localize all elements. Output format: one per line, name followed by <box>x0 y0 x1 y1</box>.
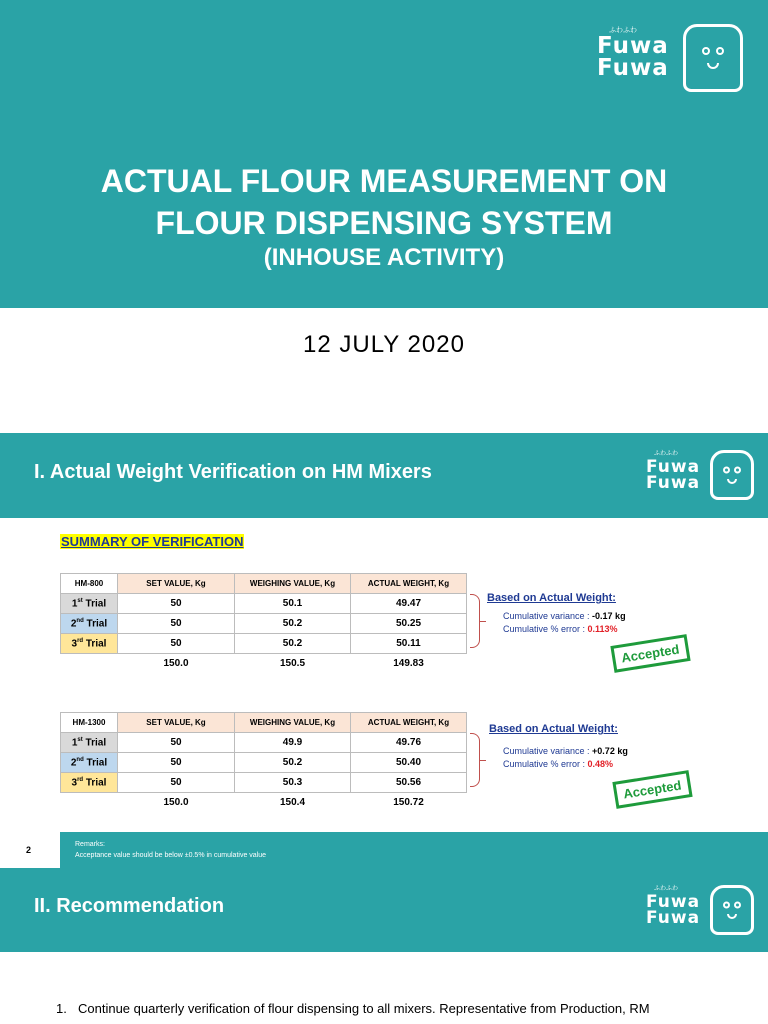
model-label: HM-800 <box>61 574 118 594</box>
table-row <box>61 594 467 614</box>
remarks-bar <box>60 832 768 868</box>
total-set-value: 150.0 <box>118 654 235 674</box>
totals-row <box>61 793 467 813</box>
trial-label: 1st Trial <box>61 594 118 614</box>
set-value-cell: 50 <box>118 753 235 773</box>
col-actual-weight: ACTUAL WEIGHT, Kg <box>351 713 467 733</box>
trial-label: 1st Trial <box>61 733 118 753</box>
error-value: 0.113% <box>587 624 618 634</box>
error-value: 0.48% <box>587 759 614 769</box>
actual-weight-cell: 50.40 <box>351 753 467 773</box>
trial-label: 3rd Trial <box>61 634 118 654</box>
based-on-label: Based on Actual Weight: <box>487 592 616 604</box>
fuwa-fuwa-logo <box>597 24 743 92</box>
set-value-cell: 50 <box>118 594 235 614</box>
section-title: I. Actual Weight Verification on HM Mixers <box>34 461 432 483</box>
weighing-value-cell: 50.1 <box>235 594 351 614</box>
remarks-text: Acceptance value should be below ±0.5% in cumulative value <box>75 852 267 859</box>
set-value-cell: 50 <box>118 614 235 634</box>
presentation-date: 12 JULY 2020 <box>303 331 465 358</box>
toast-mascot-icon <box>683 24 743 92</box>
verification-table-hm1300 <box>60 712 467 813</box>
table-row <box>61 614 467 634</box>
set-value-cell: 50 <box>118 773 235 793</box>
table-row <box>61 773 467 793</box>
trial-label: 2nd Trial <box>61 614 118 634</box>
toast-mascot-icon <box>710 450 754 500</box>
section-banner-recommendation <box>0 868 768 952</box>
table-header-row <box>61 574 467 594</box>
item-number: 1. <box>56 1001 67 1016</box>
col-weighing-value: WEIGHING VALUE, Kg <box>235 574 351 594</box>
model-label: HM-1300 <box>61 713 118 733</box>
actual-weight-cell: 50.56 <box>351 773 467 793</box>
total-set-value: 150.0 <box>118 793 235 813</box>
logo-line2: Fuwa <box>646 908 701 928</box>
weighing-value-cell: 50.2 <box>235 634 351 654</box>
remarks-title: Remarks: <box>75 841 105 848</box>
sub-title: (INHOUSE ACTIVITY) <box>263 244 505 271</box>
section-banner-verification <box>0 433 768 518</box>
variance-value: +0.72 kg <box>592 746 628 756</box>
fuwa-fuwa-logo <box>646 885 754 935</box>
title-banner <box>0 0 768 308</box>
trial-label: 2nd Trial <box>61 753 118 773</box>
cumulative-stats-hm800: Cumulative variance : -0.17 kg Cumulative % error : 0.113% <box>503 611 626 634</box>
summary-heading: SUMMARY OF VERIFICATION <box>61 534 244 549</box>
col-set-value: SET VALUE, Kg <box>118 574 235 594</box>
main-title <box>0 160 768 244</box>
col-weighing-value: WEIGHING VALUE, Kg <box>235 713 351 733</box>
logo-hiragana: ふわふわ <box>609 26 637 35</box>
table-row <box>61 753 467 773</box>
fuwa-fuwa-logo <box>646 450 754 500</box>
logo-line1: Fuwa <box>597 33 669 60</box>
logo-line1: Fuwa <box>646 456 701 477</box>
trial-label: 3rd Trial <box>61 773 118 793</box>
actual-weight-cell: 50.25 <box>351 614 467 634</box>
verification-table-hm800 <box>60 573 467 674</box>
cumulative-stats-hm1300: Cumulative variance : +0.72 kg Cumulative % error : 0.48% <box>503 746 628 769</box>
weighing-value-cell: 50.3 <box>235 773 351 793</box>
actual-weight-cell: 50.11 <box>351 634 467 654</box>
logo-hiragana: ふわふわ <box>654 884 679 892</box>
total-actual-weight: 150.72 <box>351 793 467 813</box>
table-header-row <box>61 713 467 733</box>
based-on-label: Based on Actual Weight: <box>489 723 618 735</box>
set-value-cell: 50 <box>118 634 235 654</box>
bracket-hm1300 <box>470 733 480 787</box>
total-actual-weight: 149.83 <box>351 654 467 674</box>
logo-hiragana: ふわふわ <box>654 449 679 457</box>
toast-mascot-icon <box>710 885 754 935</box>
set-value-cell: 50 <box>118 733 235 753</box>
section-title: II. Recommendation <box>34 895 225 917</box>
accepted-stamp: Accepted <box>612 770 692 809</box>
item-text: Continue quarterly verification of flour dispensing to all mixers. Representative from Production, RM <box>78 1001 650 1016</box>
actual-weight-cell: 49.47 <box>351 594 467 614</box>
total-weighing-value: 150.4 <box>235 793 351 813</box>
totals-row <box>61 654 467 674</box>
table-row <box>61 733 467 753</box>
logo-line2: Fuwa <box>646 473 701 493</box>
accepted-stamp: Accepted <box>610 634 690 673</box>
col-actual-weight: ACTUAL WEIGHT, Kg <box>351 574 467 594</box>
recommendation-item <box>56 996 716 1022</box>
logo-line1: Fuwa <box>646 891 701 912</box>
table-row <box>61 634 467 654</box>
actual-weight-cell: 49.76 <box>351 733 467 753</box>
main-title-line2: FLOUR DISPENSING SYSTEM <box>155 205 613 241</box>
logo-line2: Fuwa <box>597 55 669 81</box>
col-set-value: SET VALUE, Kg <box>118 713 235 733</box>
variance-value: -0.17 kg <box>592 611 626 621</box>
bracket-hm800 <box>470 594 480 648</box>
main-title-line1: ACTUAL FLOUR MEASUREMENT ON <box>100 163 668 199</box>
page-number: 2 <box>26 845 32 855</box>
weighing-value-cell: 50.2 <box>235 753 351 773</box>
weighing-value-cell: 49.9 <box>235 733 351 753</box>
total-weighing-value: 150.5 <box>235 654 351 674</box>
weighing-value-cell: 50.2 <box>235 614 351 634</box>
